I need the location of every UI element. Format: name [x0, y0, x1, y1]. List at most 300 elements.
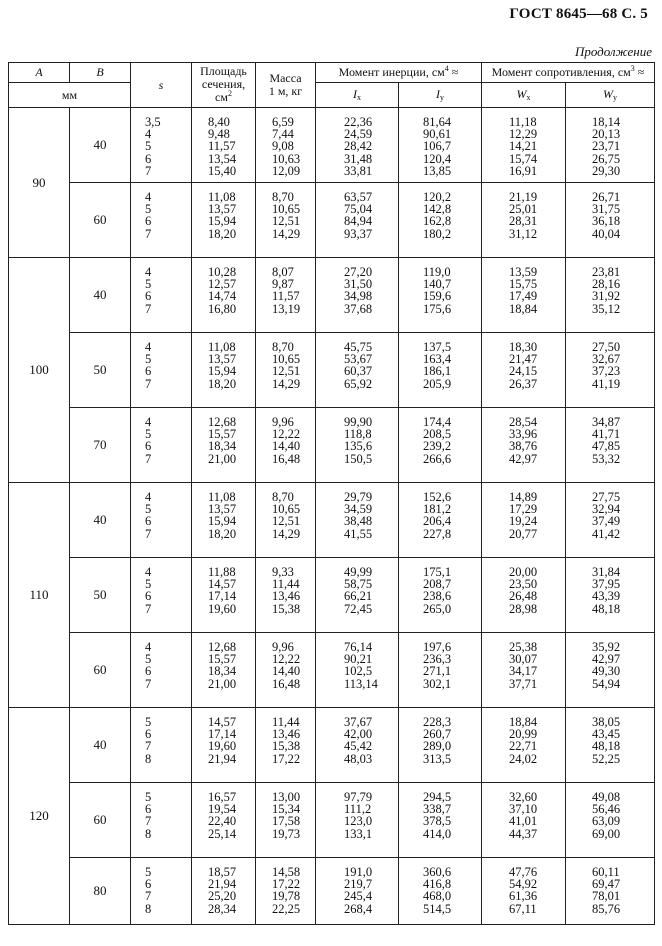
ix-values: [316, 258, 399, 333]
cell-value: 26,75: [592, 151, 621, 166]
cell-value: 11,44: [272, 715, 300, 729]
cell-value: 5: [145, 427, 152, 442]
cell-value: 12,51: [272, 214, 301, 229]
table-row: [9, 258, 655, 333]
cell-value: 4: [145, 340, 152, 354]
cell-value: 66,21: [344, 589, 373, 604]
cell-value: 20,99: [509, 727, 538, 742]
cell-value: 15,38: [272, 739, 301, 754]
cell-value: 15,40: [208, 163, 237, 178]
cell-value: 31,48: [344, 151, 373, 166]
cell-value: 14,74: [208, 289, 237, 304]
cell-value: 313,5: [423, 751, 452, 766]
mass-values: [256, 333, 316, 408]
cell-value: 8,70: [272, 340, 294, 354]
header-wy-sub: y: [613, 93, 617, 102]
header-units-mm: мм: [9, 83, 131, 108]
cell-value: 7: [145, 226, 152, 241]
cell-value: 17,22: [272, 877, 301, 892]
header-mass: [256, 63, 316, 108]
cell-value: 93,37: [344, 226, 373, 241]
cell-value: 18,20: [208, 526, 237, 541]
cell-value: 186,1: [423, 364, 452, 379]
header-inertia-tail: ≈: [448, 64, 459, 79]
cell-value: 14,40: [272, 664, 301, 679]
cell-value: 41,71: [592, 427, 621, 442]
cell-value: 137,5: [423, 340, 452, 354]
a-value: 110: [9, 483, 70, 708]
cell-value: 205,9: [423, 376, 452, 391]
cell-value: 10,65: [272, 352, 301, 367]
cell-value: 265,0: [423, 601, 452, 616]
header-ix-symbol: I: [353, 87, 357, 101]
cell-value: 8,70: [272, 490, 294, 504]
header-inertia-sup: 4: [444, 63, 449, 73]
cell-value: 11,18: [509, 115, 537, 129]
cell-value: 17,29: [509, 502, 538, 517]
cell-value: 28,34: [208, 901, 237, 916]
cell-value: 45,42: [344, 739, 373, 754]
cell-value: 174,4: [423, 415, 452, 429]
table-row: [9, 408, 655, 483]
ix-values: [316, 858, 399, 925]
s-values: [131, 783, 192, 858]
area-values: [192, 858, 256, 925]
cell-value: 271,1: [423, 664, 452, 679]
cell-value: 21,19: [509, 190, 538, 204]
cell-value: 18,34: [208, 664, 237, 679]
cell-value: 10,65: [272, 502, 301, 517]
cell-value: 24,02: [509, 751, 538, 766]
cell-value: 4: [145, 190, 152, 204]
area-values: [192, 183, 256, 258]
cell-value: 31,50: [344, 277, 373, 292]
header-b: B: [70, 63, 131, 83]
continuation-label: Продолжение: [574, 44, 652, 59]
cell-value: 14,29: [272, 226, 301, 241]
mass-values: [256, 108, 316, 183]
cell-value: 16,91: [509, 163, 538, 178]
cell-value: 54,92: [509, 877, 538, 892]
cell-value: 14,29: [272, 376, 301, 391]
cell-value: 14,57: [208, 715, 237, 729]
cell-value: 6: [145, 877, 152, 892]
cell-value: 18,20: [208, 376, 237, 391]
cell-value: 23,50: [509, 577, 538, 592]
cell-value: 120,4: [423, 151, 452, 166]
cell-value: 6: [145, 802, 152, 817]
cell-value: 41,01: [509, 814, 538, 829]
cell-value: 13,46: [272, 727, 301, 742]
cell-value: 15,57: [208, 427, 237, 442]
cell-value: 25,38: [509, 640, 538, 654]
cell-value: 294,5: [423, 790, 452, 804]
cell-value: 13,46: [272, 589, 301, 604]
b-value: 40: [70, 483, 131, 558]
cell-value: 20,00: [509, 565, 538, 579]
cell-value: 15,57: [208, 652, 237, 667]
cell-value: 56,46: [592, 802, 621, 817]
cell-value: 4: [145, 640, 152, 654]
wx-values: [482, 108, 566, 183]
cell-value: 61,36: [509, 889, 538, 904]
ix-values: [316, 633, 399, 708]
cell-value: 6: [145, 514, 152, 529]
cell-value: 48,18: [592, 601, 621, 616]
wx-values: [482, 783, 566, 858]
cell-value: 12,09: [272, 163, 301, 178]
a-value: 120: [9, 708, 70, 925]
cell-value: 28,42: [344, 139, 373, 154]
a-value: 100: [9, 258, 70, 483]
cell-value: 338,7: [423, 802, 452, 817]
header-resistance-tail: ≈: [634, 64, 645, 79]
cell-value: 5: [145, 139, 152, 154]
cell-value: 21,94: [208, 751, 237, 766]
wy-values: [566, 108, 655, 183]
cell-value: 6,59: [272, 115, 294, 129]
cell-value: 14,40: [272, 439, 301, 454]
cell-value: 414,0: [423, 826, 452, 841]
cell-value: 25,20: [208, 889, 237, 904]
cell-value: 15,34: [272, 802, 301, 817]
cell-value: 13,57: [208, 202, 237, 217]
s-values: [131, 558, 192, 633]
cell-value: 13,54: [208, 151, 237, 166]
cell-value: 163,4: [423, 352, 452, 367]
cell-value: 18,84: [509, 715, 538, 729]
cell-value: 19,78: [272, 889, 301, 904]
cell-value: 17,58: [272, 814, 301, 829]
cell-value: 22,25: [272, 901, 301, 916]
cell-value: 42,97: [592, 652, 621, 667]
header-mass-line1: Масса: [269, 71, 302, 85]
area-values: [192, 708, 256, 783]
cell-value: 14,89: [509, 490, 538, 504]
cell-value: 15,94: [208, 214, 237, 229]
cell-value: 142,8: [423, 202, 452, 217]
cell-value: 28,16: [592, 277, 621, 292]
cell-value: 13,57: [208, 352, 237, 367]
cell-value: 8: [145, 826, 152, 841]
header-area-line2: сечения,: [201, 77, 246, 91]
wx-values: [482, 258, 566, 333]
wx-values: [482, 858, 566, 925]
table-row: [9, 183, 655, 258]
cell-value: 29,79: [344, 490, 373, 504]
cell-value: 140,7: [423, 277, 452, 292]
cell-value: 17,14: [208, 589, 237, 604]
page-header: ГОСТ 8645—68 С. 5: [509, 6, 648, 22]
cell-value: 118,8: [344, 427, 372, 442]
cell-value: 219,7: [344, 877, 373, 892]
cell-value: 72,45: [344, 601, 373, 616]
cell-value: 21,00: [208, 451, 237, 466]
cell-value: 60,11: [592, 865, 620, 879]
s-values: [131, 708, 192, 783]
header-ix-sub: x: [357, 93, 361, 102]
cell-value: 180,2: [423, 226, 452, 241]
cell-value: 69,00: [592, 826, 621, 841]
cell-value: 34,59: [344, 502, 373, 517]
cell-value: 65,92: [344, 376, 373, 391]
cell-value: 37,67: [344, 715, 373, 729]
b-value: 80: [70, 858, 131, 925]
wx-values: [482, 408, 566, 483]
cell-value: 9,08: [272, 139, 294, 154]
header-ix: [316, 83, 399, 108]
s-values: [131, 183, 192, 258]
mass-values: [256, 558, 316, 633]
cell-value: 5: [145, 865, 152, 879]
header-s: s: [131, 63, 192, 108]
cell-value: 20,77: [509, 526, 538, 541]
cell-value: 12,22: [272, 652, 301, 667]
cell-value: 41,19: [592, 376, 621, 391]
ix-values: [316, 108, 399, 183]
header-mass-line2: 1 м, кг: [268, 84, 303, 98]
b-value: 40: [70, 708, 131, 783]
cell-value: 7: [145, 739, 152, 754]
cell-value: 7: [145, 451, 152, 466]
cell-value: 35,12: [592, 301, 621, 316]
b-value: 60: [70, 183, 131, 258]
cell-value: 54,94: [592, 676, 621, 691]
cell-value: 5: [145, 790, 152, 804]
cell-value: 37,71: [509, 676, 538, 691]
cell-value: 31,92: [592, 289, 621, 304]
wy-values: [566, 708, 655, 783]
cell-value: 49,30: [592, 664, 621, 679]
cell-value: 7: [145, 814, 152, 829]
iy-values: [399, 183, 482, 258]
cell-value: 24,15: [509, 364, 538, 379]
cell-value: 208,5: [423, 427, 452, 442]
cell-value: 6: [145, 151, 152, 166]
cell-value: 28,54: [509, 415, 538, 429]
cell-value: 12,29: [509, 127, 538, 142]
header-area: [192, 63, 256, 108]
cell-value: 38,05: [592, 715, 621, 729]
cell-value: 11,57: [208, 139, 236, 154]
iy-values: [399, 333, 482, 408]
cell-value: 6: [145, 364, 152, 379]
mass-values: [256, 633, 316, 708]
area-values: [192, 258, 256, 333]
b-value: 40: [70, 108, 131, 183]
table-row: [9, 633, 655, 708]
ix-values: [316, 558, 399, 633]
cell-value: 18,20: [208, 226, 237, 241]
cell-value: 289,0: [423, 739, 452, 754]
cell-value: 21,00: [208, 676, 237, 691]
cell-value: 26,71: [592, 190, 621, 204]
cell-value: 7: [145, 526, 152, 541]
table-row: [9, 558, 655, 633]
cell-value: 47,76: [509, 865, 538, 879]
area-values: [192, 633, 256, 708]
cell-value: 3,5: [145, 115, 161, 129]
cell-value: 4: [145, 490, 152, 504]
cell-value: 14,29: [272, 526, 301, 541]
cell-value: 17,22: [272, 751, 301, 766]
wx-values: [482, 333, 566, 408]
cell-value: 12,22: [272, 427, 301, 442]
cell-value: 26,48: [509, 589, 538, 604]
area-values: [192, 408, 256, 483]
wx-values: [482, 183, 566, 258]
cell-value: 208,7: [423, 577, 452, 592]
cell-value: 75,04: [344, 202, 373, 217]
cell-value: 20,13: [592, 127, 621, 142]
cell-value: 12,51: [272, 514, 301, 529]
cell-value: 113,14: [344, 676, 378, 691]
cell-value: 90,61: [423, 127, 452, 142]
wy-values: [566, 483, 655, 558]
cell-value: 10,28: [208, 265, 237, 279]
b-value: 60: [70, 633, 131, 708]
ix-values: [316, 333, 399, 408]
table-row: [9, 483, 655, 558]
cell-value: 29,30: [592, 163, 621, 178]
header-iy-symbol: I: [436, 87, 440, 101]
header-wy: [566, 83, 655, 108]
cell-value: 378,5: [423, 814, 452, 829]
iy-values: [399, 858, 482, 925]
iy-values: [399, 258, 482, 333]
b-value: 40: [70, 258, 131, 333]
header-wx-symbol: W: [516, 87, 527, 101]
cell-value: 58,75: [344, 577, 373, 592]
mass-values: [256, 858, 316, 925]
cell-value: 36,18: [592, 214, 621, 229]
wy-values: [566, 183, 655, 258]
header-area-unit: см: [215, 90, 228, 104]
s-values: [131, 483, 192, 558]
cell-value: 181,2: [423, 502, 452, 517]
cell-value: 119,0: [423, 265, 451, 279]
cell-value: 5: [145, 577, 152, 592]
s-values: [131, 258, 192, 333]
s-values: [131, 858, 192, 925]
iy-values: [399, 108, 482, 183]
cell-value: 99,90: [344, 415, 373, 429]
iy-values: [399, 558, 482, 633]
header-a: A: [9, 63, 70, 83]
cell-value: 268,4: [344, 901, 373, 916]
cell-value: 35,92: [592, 640, 621, 654]
cell-value: 13,59: [509, 265, 538, 279]
cell-value: 14,57: [208, 577, 237, 592]
s-values: [131, 408, 192, 483]
cell-value: 102,5: [344, 664, 373, 679]
table-row: [9, 708, 655, 783]
table-row: [9, 108, 655, 183]
cell-value: 31,12: [509, 226, 538, 241]
area-values: [192, 483, 256, 558]
cell-value: 514,5: [423, 901, 452, 916]
cell-value: 49,08: [592, 790, 621, 804]
cell-value: 14,58: [272, 865, 301, 879]
cell-value: 8: [145, 751, 152, 766]
cell-value: 5: [145, 652, 152, 667]
cell-value: 43,45: [592, 727, 621, 742]
cell-value: 17,14: [208, 727, 237, 742]
cell-value: 6: [145, 589, 152, 604]
cell-value: 37,95: [592, 577, 621, 592]
cell-value: 5: [145, 352, 152, 367]
iy-values: [399, 708, 482, 783]
b-value: 50: [70, 558, 131, 633]
cell-value: 78,01: [592, 889, 621, 904]
cell-value: 41,42: [592, 526, 621, 541]
cell-value: 123,0: [344, 814, 373, 829]
header-wy-symbol: W: [603, 87, 613, 101]
cell-value: 21,94: [208, 877, 237, 892]
wy-values: [566, 783, 655, 858]
cell-value: 13,57: [208, 502, 237, 517]
header-wx-sub: x: [526, 93, 531, 102]
cell-value: 52,25: [592, 751, 621, 766]
cell-value: 41,55: [344, 526, 373, 541]
ix-values: [316, 783, 399, 858]
cell-value: 27,75: [592, 490, 621, 504]
wy-values: [566, 858, 655, 925]
header-area-line1: Площадь: [200, 64, 247, 78]
cell-value: 133,1: [344, 826, 373, 841]
cell-value: 245,4: [344, 889, 373, 904]
cell-value: 69,47: [592, 877, 621, 892]
cell-value: 106,7: [423, 139, 452, 154]
cell-value: 12,68: [208, 640, 237, 654]
profile-table: [8, 62, 655, 925]
table-row: [9, 783, 655, 858]
cell-value: 9,96: [272, 640, 294, 654]
cell-value: 28,98: [509, 601, 538, 616]
cell-value: 7: [145, 676, 152, 691]
wy-values: [566, 333, 655, 408]
header-area-unit-sup: 2: [227, 89, 232, 98]
cell-value: 19,60: [208, 601, 237, 616]
a-value: 90: [9, 108, 70, 258]
cell-value: 11,08: [208, 190, 236, 204]
cell-value: 31,84: [592, 565, 621, 579]
cell-value: 76,14: [344, 640, 373, 654]
wy-values: [566, 558, 655, 633]
cell-value: 150,5: [344, 451, 373, 466]
cell-value: 85,76: [592, 901, 621, 916]
ix-values: [316, 708, 399, 783]
s-values: [131, 333, 192, 408]
cell-value: 162,8: [423, 214, 452, 229]
cell-value: 12,51: [272, 364, 301, 379]
cell-value: 5: [145, 502, 152, 517]
mass-values: [256, 708, 316, 783]
cell-value: 37,23: [592, 364, 621, 379]
cell-value: 197,6: [423, 640, 452, 654]
header-inertia: [316, 63, 482, 83]
cell-value: 159,6: [423, 289, 452, 304]
cell-value: 27,50: [592, 340, 621, 354]
cell-value: 44,37: [509, 826, 538, 841]
cell-value: 7: [145, 601, 152, 616]
cell-value: 43,39: [592, 589, 621, 604]
cell-value: 266,6: [423, 451, 452, 466]
cell-value: 5: [145, 277, 152, 292]
cell-value: 227,8: [423, 526, 452, 541]
cell-value: 49,99: [344, 565, 373, 579]
cell-value: 42,97: [509, 451, 538, 466]
